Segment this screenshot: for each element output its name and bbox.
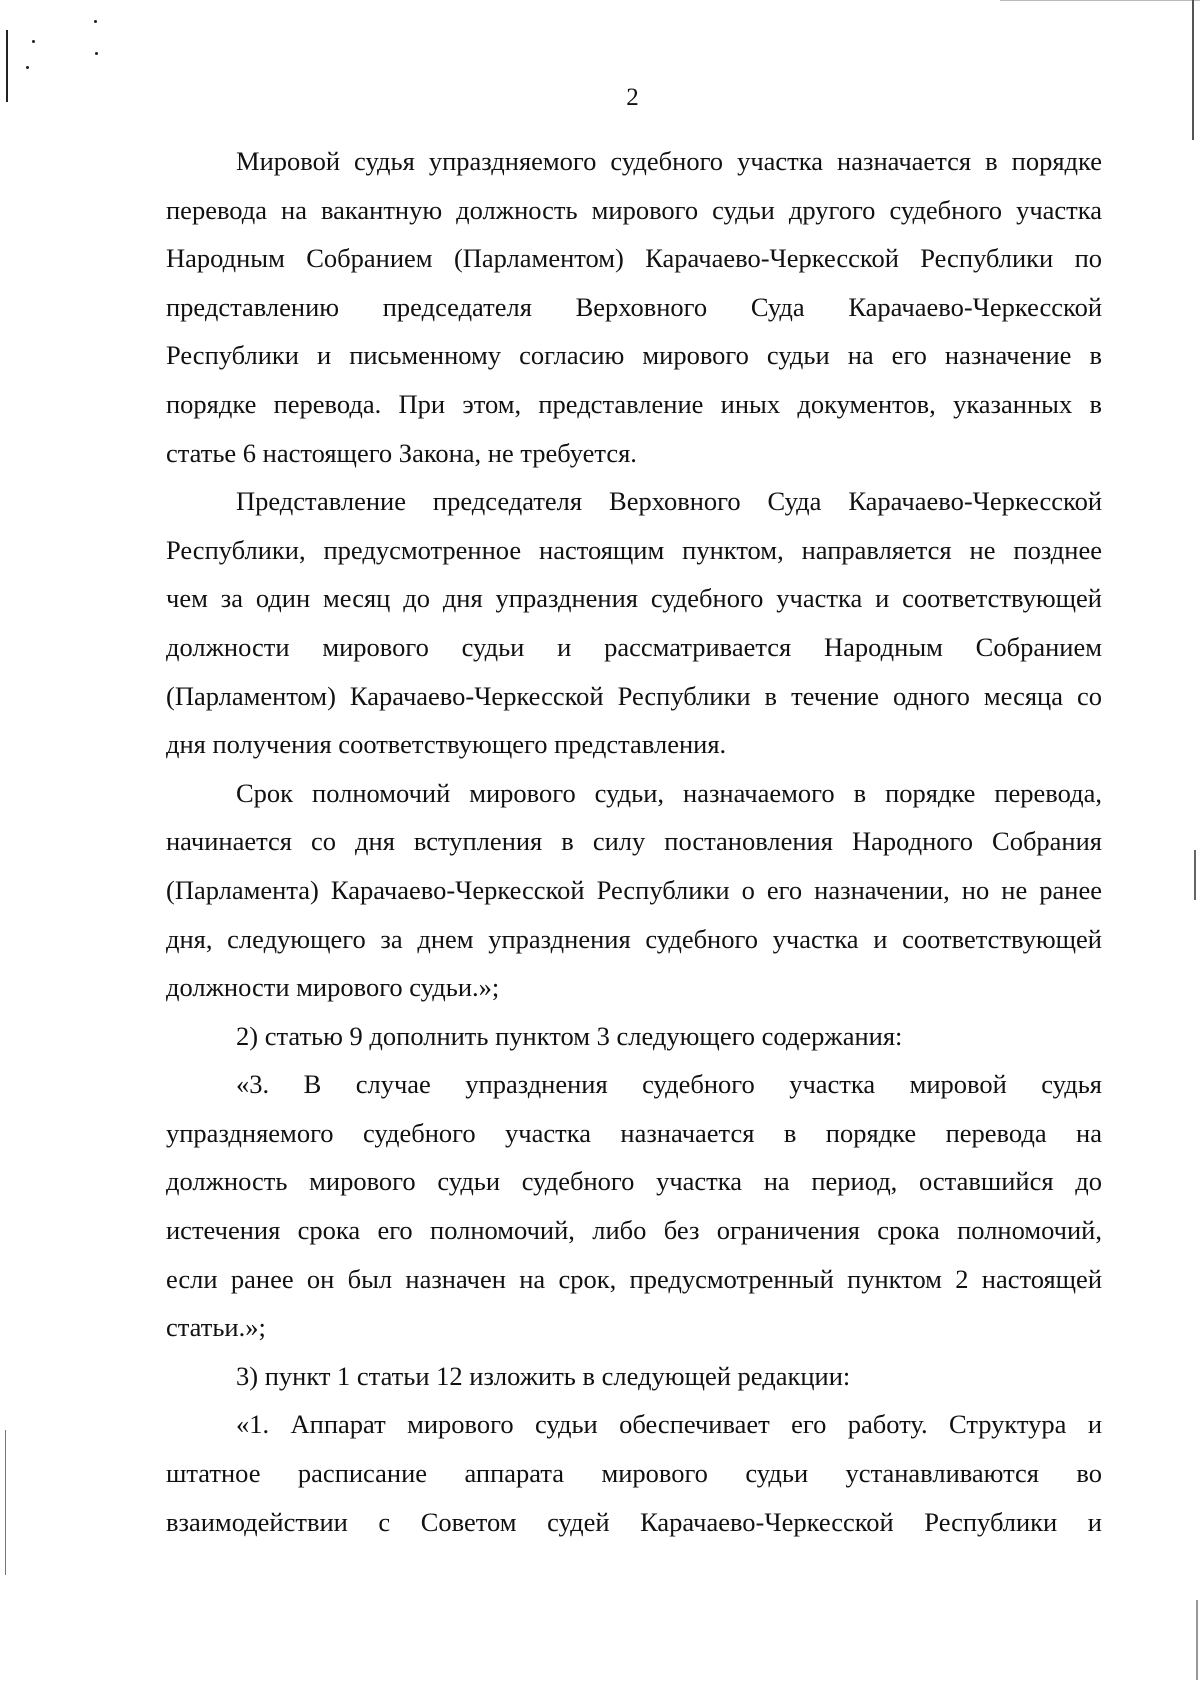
scan-speck [32, 40, 35, 43]
text-line: «1. Аппарат мирового судьи обеспечивает его работу. Структура и [236, 1409, 1102, 1440]
text-line: представлению председателя Верховного Суда Карачаево-Черкесской [166, 291, 1102, 322]
scan-edge-line [5, 1430, 6, 1575]
scan-speck [26, 66, 29, 69]
text-line: (Парламента) Карачаево-Черкесской Республики о его назначении, но не ранее [166, 874, 1102, 905]
text-line: 2) статью 9 дополнить пунктом 3 следующего содержания: [236, 1020, 903, 1051]
text-line: должности мирового судьи.»; [166, 972, 500, 1003]
text-line: Мировой судья упраздняемого судебного участка назначается в порядке [236, 146, 1102, 176]
text-line: истечения срока его полномочий, либо без ограничения срока полномочий, [166, 1215, 1102, 1246]
text-line: дня, следующего за днем упразднения судебного участка и соответствующей [166, 923, 1102, 954]
scan-edge-line [1196, 1600, 1198, 1680]
text-line: начинается со дня вступления в силу постановления Народного Собрания [166, 826, 1102, 857]
document-body [166, 137, 1102, 1546]
scan-edge-line [1192, 0, 1194, 140]
text-line: штатное расписание аппарата мирового судьи устанавливаются во [166, 1458, 1102, 1489]
text-line: Республики и письменному согласию мирового судьи на его назначение в [166, 340, 1102, 371]
text-line: дня получения соответствующего представления. [166, 729, 727, 760]
text-line: если ранее он был назначен на срок, предусмотренный пунктом 2 настоящей [166, 1263, 1102, 1294]
text-line: чем за один месяц до дня упразднения судебного участка и соответствующей [166, 583, 1102, 614]
text-line: должность мирового судьи судебного участка на период, оставшийся до [166, 1166, 1102, 1197]
scan-edge-line [1000, 0, 1200, 1]
scan-speck [95, 52, 98, 55]
text-line: Представление председателя Верховного Суда Карачаево-Черкесской [236, 486, 1102, 517]
text-line: должности мирового судьи и рассматривается Народным Собранием [166, 631, 1102, 662]
text-line: 3) пункт 1 статьи 12 изложить в следующей редакции: [236, 1360, 851, 1391]
text-line: «3. В случае упразднения судебного участка мировой судья [236, 1069, 1102, 1100]
text-line: упраздняемого судебного участка назначается в порядке перевода на [166, 1117, 1102, 1148]
page-number: 2 [626, 84, 639, 111]
text-line: статье 6 настоящего Закона, не требуется. [166, 437, 637, 468]
text-line: Республики, предусмотренное настоящим пунктом, направляется не позднее [166, 534, 1102, 565]
text-line: (Парламентом) Карачаево-Черкесской Республики в течение одного месяца со [166, 680, 1102, 711]
text-line: Срок полномочий мирового судьи, назначаемого в порядке перевода, [236, 777, 1102, 808]
text-line: статьи.»; [166, 1312, 266, 1343]
text-line: Народным Собранием (Парламентом) Карачаево-Черкесской Республики по [166, 243, 1102, 274]
text-line: порядке перевода. При этом, представление иных документов, указанных в [166, 388, 1102, 419]
scan-speck [94, 20, 97, 23]
text-line: взаимодействии с Советом судей Карачаево-Черкесской Республики и [166, 1506, 1102, 1537]
text-line: перевода на вакантную должность мирового судьи другого судебного участка [166, 194, 1102, 225]
scan-edge-line [1194, 850, 1196, 900]
